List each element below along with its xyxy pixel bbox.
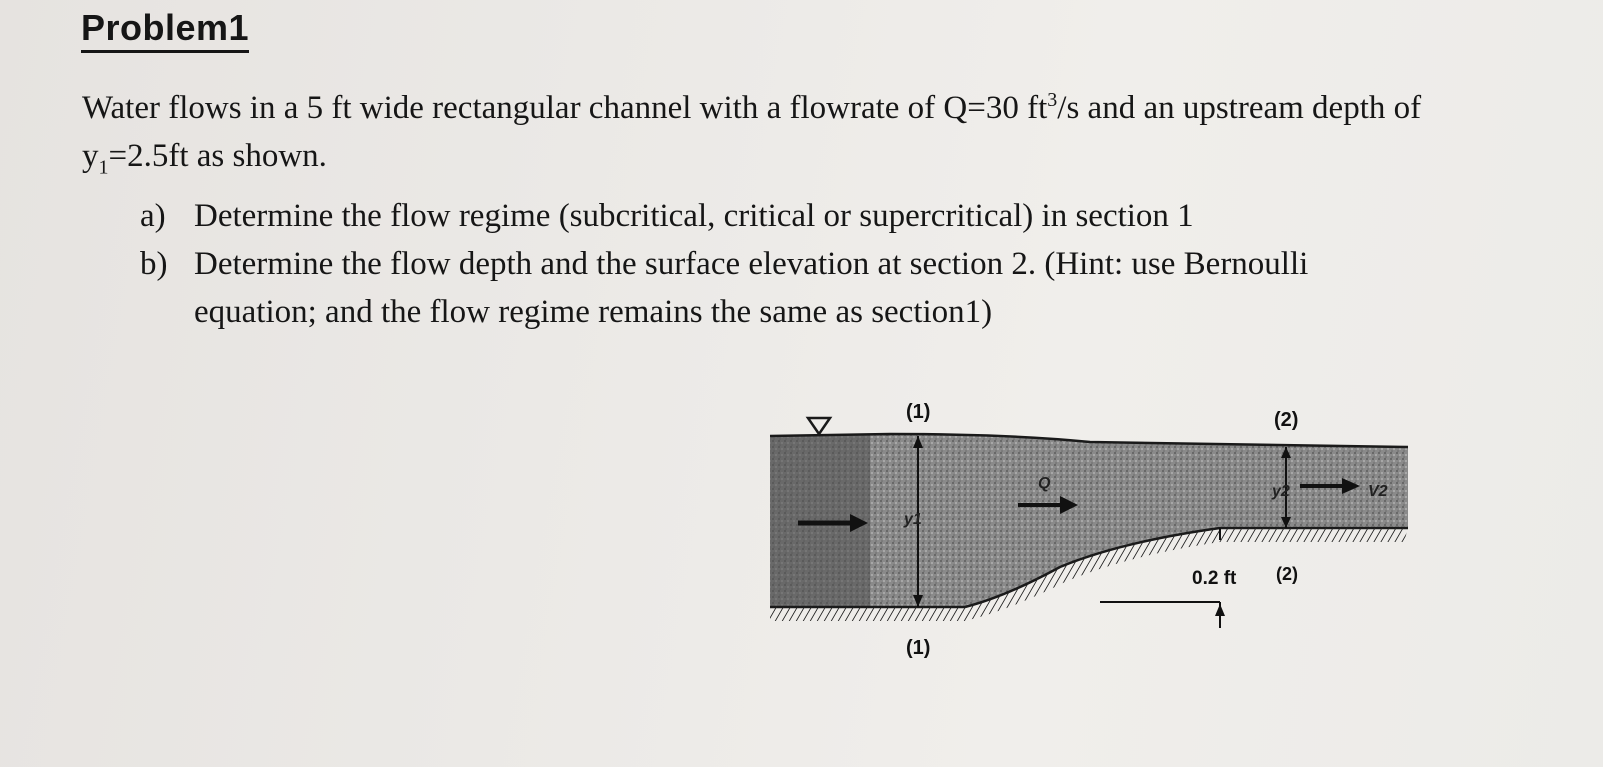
section1-bottom-label: (1) bbox=[906, 637, 931, 659]
problem-statement bbox=[82, 76, 1502, 192]
question-marker: b) bbox=[140, 246, 168, 282]
question-a bbox=[140, 192, 1540, 240]
section2-mid-label: (2) bbox=[1276, 564, 1298, 584]
intro-suffix: /s and an upstream depth of y bbox=[82, 90, 1422, 174]
question-text: Determine the flow depth and the surface elevation at section 2. (Hint: use Bernoulli equation; and the flow regime remains the same as section1) bbox=[194, 246, 1309, 330]
question-marker: a) bbox=[140, 198, 166, 234]
question-text: Determine the flow regime (subcritical, critical or supercritical) in section 1 bbox=[194, 198, 1194, 234]
intro-superscript: 3 bbox=[1047, 89, 1058, 111]
flow-label: Q bbox=[1038, 475, 1051, 492]
channel-diagram-svg bbox=[760, 392, 1420, 672]
water-surface-symbol bbox=[808, 418, 830, 434]
intro-subscript: 1 bbox=[98, 156, 109, 179]
y1-label: y1 bbox=[904, 511, 922, 528]
channel-figure bbox=[760, 392, 1420, 677]
intro-end: =2.5ft as shown. bbox=[108, 138, 327, 174]
step-label: 0.2 ft bbox=[1192, 568, 1237, 589]
question-list bbox=[140, 192, 1540, 336]
intro-prefix: Water flows in a 5 ft wide rectangular channel with a flowrate of Q=30 ft bbox=[82, 90, 1048, 126]
y2-label: y2 bbox=[1272, 483, 1290, 500]
problem-title: Problem1 bbox=[81, 6, 249, 53]
question-b bbox=[140, 240, 1540, 336]
v2-label: V2 bbox=[1368, 483, 1388, 500]
section1-top-label: (1) bbox=[906, 401, 931, 423]
section2-top-label: (2) bbox=[1274, 409, 1299, 431]
step-arrow-up bbox=[1215, 604, 1225, 616]
